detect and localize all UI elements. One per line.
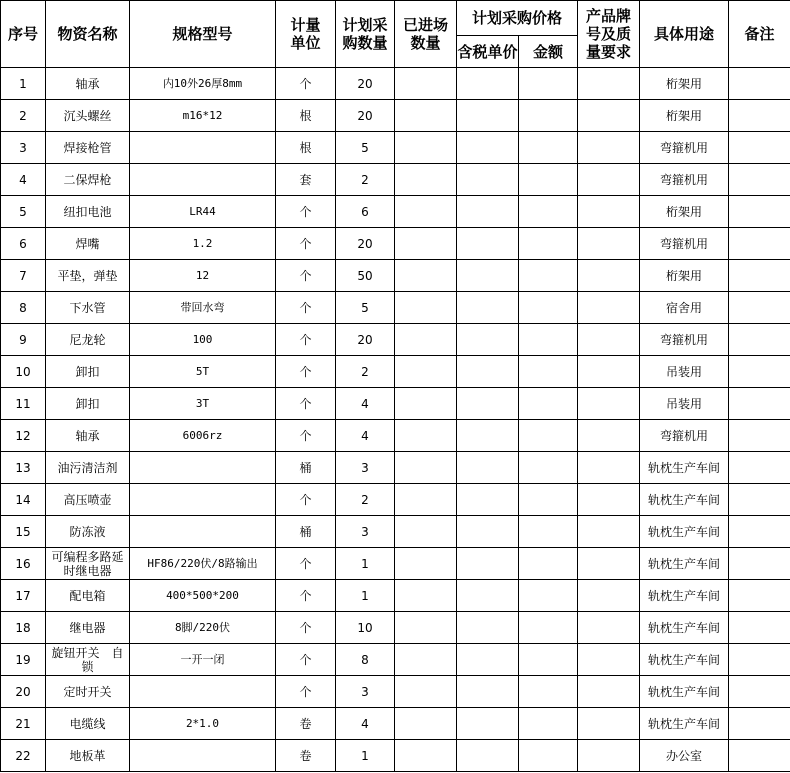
cell-plan-qty: 1 [336, 740, 395, 772]
cell-seq: 9 [1, 324, 46, 356]
cell-unit-price [457, 484, 519, 516]
cell-usage: 轨枕生产车间 [640, 484, 729, 516]
header-arrived-qty: 已进场 数量 [395, 1, 457, 68]
cell-plan-qty: 20 [336, 324, 395, 356]
cell-seq: 7 [1, 260, 46, 292]
cell-unit: 个 [276, 676, 336, 708]
cell-unit-price [457, 420, 519, 452]
cell-unit-price [457, 708, 519, 740]
cell-amount [519, 260, 578, 292]
cell-arrived-qty [395, 516, 457, 548]
cell-brand-quality [578, 452, 640, 484]
cell-spec: 1.2 [130, 228, 276, 260]
table-row [1, 388, 790, 420]
cell-unit: 个 [276, 484, 336, 516]
cell-brand-quality [578, 324, 640, 356]
cell-amount [519, 548, 578, 580]
cell-spec: 12 [130, 260, 276, 292]
header-spec: 规格型号 [130, 1, 276, 68]
cell-remark [729, 68, 790, 100]
cell-name: 尼龙轮 [46, 324, 130, 356]
cell-name: 地板革 [46, 740, 130, 772]
cell-spec: 一开一闭 [130, 644, 276, 676]
cell-remark [729, 612, 790, 644]
cell-spec: 400*500*200 [130, 580, 276, 612]
cell-usage: 弯箍机用 [640, 324, 729, 356]
cell-unit-price [457, 452, 519, 484]
cell-remark [729, 388, 790, 420]
table-row [1, 644, 790, 676]
cell-remark [729, 452, 790, 484]
cell-arrived-qty [395, 580, 457, 612]
cell-seq: 1 [1, 68, 46, 100]
header-unit-price: 含税单价 [457, 36, 519, 68]
cell-amount [519, 420, 578, 452]
cell-arrived-qty [395, 228, 457, 260]
cell-plan-qty: 4 [336, 708, 395, 740]
cell-name: 纽扣电池 [46, 196, 130, 228]
cell-plan-qty: 3 [336, 516, 395, 548]
cell-brand-quality [578, 580, 640, 612]
cell-arrived-qty [395, 388, 457, 420]
cell-usage: 桁架用 [640, 196, 729, 228]
cell-spec [130, 676, 276, 708]
cell-remark [729, 420, 790, 452]
cell-amount [519, 676, 578, 708]
cell-brand-quality [578, 516, 640, 548]
cell-name: 旋钮开关 自锁 [46, 644, 130, 676]
table-row [1, 260, 790, 292]
cell-brand-quality [578, 676, 640, 708]
cell-name: 下水管 [46, 292, 130, 324]
cell-seq: 10 [1, 356, 46, 388]
cell-usage: 轨枕生产车间 [640, 708, 729, 740]
cell-name: 沉头螺丝 [46, 100, 130, 132]
cell-arrived-qty [395, 420, 457, 452]
cell-arrived-qty [395, 676, 457, 708]
header-name: 物资名称 [46, 1, 130, 68]
cell-usage: 轨枕生产车间 [640, 676, 729, 708]
cell-brand-quality [578, 228, 640, 260]
cell-unit-price [457, 548, 519, 580]
cell-unit-price [457, 740, 519, 772]
cell-name: 轴承 [46, 420, 130, 452]
cell-brand-quality [578, 420, 640, 452]
table-row [1, 292, 790, 324]
cell-seq: 11 [1, 388, 46, 420]
table-row [1, 516, 790, 548]
cell-amount [519, 740, 578, 772]
table-row [1, 420, 790, 452]
cell-usage: 轨枕生产车间 [640, 580, 729, 612]
cell-amount [519, 516, 578, 548]
table-row [1, 580, 790, 612]
cell-arrived-qty [395, 452, 457, 484]
cell-name: 油污清洁剂 [46, 452, 130, 484]
cell-unit: 个 [276, 324, 336, 356]
cell-brand-quality [578, 68, 640, 100]
cell-plan-qty: 2 [336, 164, 395, 196]
header-seq: 序号 [1, 1, 46, 68]
cell-spec [130, 484, 276, 516]
cell-spec [130, 740, 276, 772]
cell-arrived-qty [395, 708, 457, 740]
cell-seq: 22 [1, 740, 46, 772]
cell-unit: 卷 [276, 740, 336, 772]
table-row [1, 164, 790, 196]
cell-brand-quality [578, 164, 640, 196]
cell-brand-quality [578, 388, 640, 420]
cell-amount [519, 356, 578, 388]
cell-unit: 桶 [276, 452, 336, 484]
cell-spec: m16*12 [130, 100, 276, 132]
cell-remark [729, 324, 790, 356]
cell-brand-quality [578, 356, 640, 388]
cell-unit: 个 [276, 260, 336, 292]
cell-unit: 个 [276, 388, 336, 420]
cell-usage: 轨枕生产车间 [640, 516, 729, 548]
cell-plan-qty: 1 [336, 548, 395, 580]
cell-spec: 100 [130, 324, 276, 356]
cell-unit: 卷 [276, 708, 336, 740]
cell-amount [519, 708, 578, 740]
cell-brand-quality [578, 196, 640, 228]
cell-usage: 办公室 [640, 740, 729, 772]
cell-remark [729, 740, 790, 772]
cell-remark [729, 100, 790, 132]
cell-seq: 8 [1, 292, 46, 324]
cell-amount [519, 100, 578, 132]
cell-spec: 带回水弯 [130, 292, 276, 324]
cell-brand-quality [578, 100, 640, 132]
cell-remark [729, 132, 790, 164]
cell-seq: 13 [1, 452, 46, 484]
cell-arrived-qty [395, 612, 457, 644]
table-row [1, 324, 790, 356]
table-row [1, 612, 790, 644]
cell-plan-qty: 20 [336, 68, 395, 100]
cell-unit: 个 [276, 644, 336, 676]
cell-name: 平垫，弹垫 [46, 260, 130, 292]
cell-plan-qty: 20 [336, 100, 395, 132]
cell-unit: 个 [276, 228, 336, 260]
table-row [1, 740, 790, 772]
cell-name: 可编程多路延时继电器 [46, 548, 130, 580]
cell-amount [519, 196, 578, 228]
cell-seq: 20 [1, 676, 46, 708]
cell-unit-price [457, 516, 519, 548]
cell-brand-quality [578, 292, 640, 324]
cell-unit-price [457, 100, 519, 132]
cell-remark [729, 516, 790, 548]
cell-arrived-qty [395, 100, 457, 132]
cell-name: 防冻液 [46, 516, 130, 548]
cell-brand-quality [578, 548, 640, 580]
cell-plan-qty: 5 [336, 292, 395, 324]
table-row [1, 196, 790, 228]
cell-plan-qty: 3 [336, 676, 395, 708]
cell-amount [519, 68, 578, 100]
cell-arrived-qty [395, 196, 457, 228]
cell-seq: 18 [1, 612, 46, 644]
cell-plan-qty: 3 [336, 452, 395, 484]
cell-unit-price [457, 644, 519, 676]
cell-name: 配电箱 [46, 580, 130, 612]
table-row [1, 100, 790, 132]
cell-spec: 2*1.0 [130, 708, 276, 740]
cell-arrived-qty [395, 260, 457, 292]
cell-usage: 轨枕生产车间 [640, 452, 729, 484]
cell-amount [519, 292, 578, 324]
header-brand-quality: 产品牌 号及质 量要求 [578, 1, 640, 68]
table-row [1, 132, 790, 164]
cell-unit-price [457, 292, 519, 324]
cell-spec: LR44 [130, 196, 276, 228]
cell-seq: 19 [1, 644, 46, 676]
cell-remark [729, 580, 790, 612]
cell-name: 焊嘴 [46, 228, 130, 260]
cell-plan-qty: 4 [336, 420, 395, 452]
cell-name: 定时开关 [46, 676, 130, 708]
cell-unit: 桶 [276, 516, 336, 548]
cell-unit-price [457, 68, 519, 100]
cell-seq: 12 [1, 420, 46, 452]
cell-remark [729, 292, 790, 324]
cell-amount [519, 228, 578, 260]
cell-unit: 个 [276, 612, 336, 644]
cell-unit-price [457, 612, 519, 644]
header-remark: 备注 [729, 1, 790, 68]
cell-brand-quality [578, 612, 640, 644]
cell-amount [519, 388, 578, 420]
cell-brand-quality [578, 132, 640, 164]
cell-arrived-qty [395, 484, 457, 516]
cell-spec [130, 164, 276, 196]
cell-spec: 5T [130, 356, 276, 388]
cell-arrived-qty [395, 292, 457, 324]
table-row [1, 228, 790, 260]
cell-seq: 3 [1, 132, 46, 164]
cell-amount [519, 612, 578, 644]
cell-unit-price [457, 196, 519, 228]
cell-amount [519, 132, 578, 164]
cell-seq: 15 [1, 516, 46, 548]
cell-plan-qty: 1 [336, 580, 395, 612]
cell-usage: 宿舍用 [640, 292, 729, 324]
cell-spec: 3T [130, 388, 276, 420]
cell-name: 焊接枪管 [46, 132, 130, 164]
cell-usage: 桁架用 [640, 100, 729, 132]
cell-brand-quality [578, 708, 640, 740]
cell-spec [130, 516, 276, 548]
cell-arrived-qty [395, 740, 457, 772]
cell-usage: 弯箍机用 [640, 228, 729, 260]
cell-arrived-qty [395, 132, 457, 164]
cell-plan-qty: 5 [336, 132, 395, 164]
cell-seq: 21 [1, 708, 46, 740]
cell-unit: 根 [276, 100, 336, 132]
cell-usage: 弯箍机用 [640, 420, 729, 452]
cell-name: 轴承 [46, 68, 130, 100]
cell-unit: 个 [276, 580, 336, 612]
cell-name: 卸扣 [46, 356, 130, 388]
cell-unit-price [457, 132, 519, 164]
table-row [1, 452, 790, 484]
cell-unit-price [457, 676, 519, 708]
table-row [1, 708, 790, 740]
cell-remark [729, 676, 790, 708]
header-amount: 金额 [519, 36, 578, 68]
cell-unit: 个 [276, 292, 336, 324]
cell-unit: 个 [276, 548, 336, 580]
cell-unit: 套 [276, 164, 336, 196]
cell-usage: 吊装用 [640, 388, 729, 420]
header-unit: 计量 单位 [276, 1, 336, 68]
cell-remark [729, 356, 790, 388]
cell-spec: HF86/220伏/8路输出 [130, 548, 276, 580]
cell-remark [729, 708, 790, 740]
cell-unit-price [457, 228, 519, 260]
table-row [1, 68, 790, 100]
table-row [1, 484, 790, 516]
cell-unit-price [457, 324, 519, 356]
cell-arrived-qty [395, 644, 457, 676]
cell-remark [729, 548, 790, 580]
cell-arrived-qty [395, 356, 457, 388]
cell-seq: 4 [1, 164, 46, 196]
cell-seq: 14 [1, 484, 46, 516]
cell-arrived-qty [395, 548, 457, 580]
cell-unit-price [457, 260, 519, 292]
header-plan-price: 计划采购价格 [457, 1, 578, 36]
cell-unit-price [457, 356, 519, 388]
cell-plan-qty: 6 [336, 196, 395, 228]
cell-seq: 6 [1, 228, 46, 260]
cell-usage: 桁架用 [640, 68, 729, 100]
cell-brand-quality [578, 740, 640, 772]
cell-unit: 根 [276, 132, 336, 164]
cell-plan-qty: 50 [336, 260, 395, 292]
cell-amount [519, 644, 578, 676]
cell-remark [729, 260, 790, 292]
cell-unit-price [457, 580, 519, 612]
cell-usage: 吊装用 [640, 356, 729, 388]
cell-amount [519, 324, 578, 356]
cell-plan-qty: 10 [336, 612, 395, 644]
cell-name: 继电器 [46, 612, 130, 644]
cell-name: 卸扣 [46, 388, 130, 420]
cell-brand-quality [578, 644, 640, 676]
cell-usage: 轨枕生产车间 [640, 612, 729, 644]
table-row [1, 356, 790, 388]
cell-remark [729, 164, 790, 196]
cell-name: 高压喷壶 [46, 484, 130, 516]
cell-spec [130, 452, 276, 484]
cell-brand-quality [578, 484, 640, 516]
cell-seq: 16 [1, 548, 46, 580]
cell-plan-qty: 4 [336, 388, 395, 420]
cell-amount [519, 452, 578, 484]
cell-unit-price [457, 388, 519, 420]
cell-usage: 弯箍机用 [640, 164, 729, 196]
cell-plan-qty: 20 [336, 228, 395, 260]
cell-unit: 个 [276, 196, 336, 228]
cell-spec: 内10外26厚8mm [130, 68, 276, 100]
cell-spec: 8脚/220伏 [130, 612, 276, 644]
cell-plan-qty: 8 [336, 644, 395, 676]
cell-unit: 个 [276, 356, 336, 388]
cell-amount [519, 484, 578, 516]
cell-amount [519, 580, 578, 612]
cell-seq: 2 [1, 100, 46, 132]
cell-remark [729, 196, 790, 228]
cell-usage: 桁架用 [640, 260, 729, 292]
cell-plan-qty: 2 [336, 356, 395, 388]
cell-usage: 轨枕生产车间 [640, 644, 729, 676]
cell-usage: 轨枕生产车间 [640, 548, 729, 580]
cell-spec: 6006rz [130, 420, 276, 452]
cell-brand-quality [578, 260, 640, 292]
header-plan-qty: 计划采 购数量 [336, 1, 395, 68]
cell-seq: 17 [1, 580, 46, 612]
cell-amount [519, 164, 578, 196]
cell-name: 电缆线 [46, 708, 130, 740]
cell-arrived-qty [395, 164, 457, 196]
cell-arrived-qty [395, 324, 457, 356]
cell-name: 二保焊枪 [46, 164, 130, 196]
cell-unit: 个 [276, 420, 336, 452]
cell-seq: 5 [1, 196, 46, 228]
cell-remark [729, 644, 790, 676]
cell-spec [130, 132, 276, 164]
cell-unit-price [457, 164, 519, 196]
cell-arrived-qty [395, 68, 457, 100]
cell-usage: 弯箍机用 [640, 132, 729, 164]
table-row [1, 676, 790, 708]
cell-unit: 个 [276, 68, 336, 100]
cell-remark [729, 228, 790, 260]
header-usage: 具体用途 [640, 1, 729, 68]
table-row [1, 548, 790, 580]
cell-remark [729, 484, 790, 516]
cell-plan-qty: 2 [336, 484, 395, 516]
